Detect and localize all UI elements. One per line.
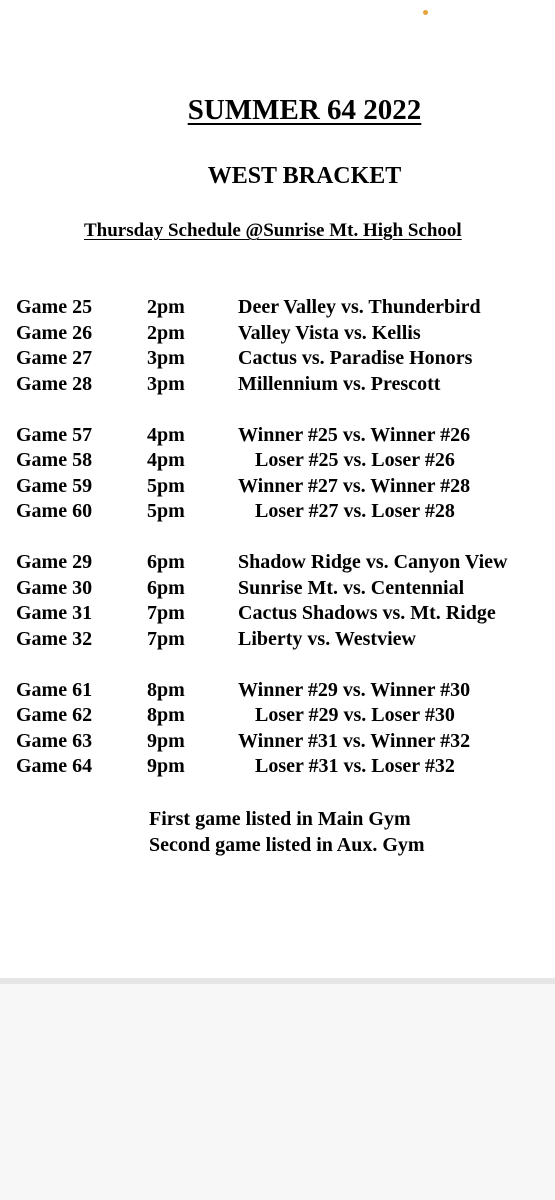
game-number: Game 58 [16,449,93,471]
game-row [16,576,555,602]
game-time: 5pm [147,500,185,522]
note-main-gym: First game listed in Main Gym [149,808,411,830]
game-number: Game 28 [16,372,93,395]
games-list [16,295,555,780]
block-spacer [16,525,555,551]
game-row [16,295,555,321]
game-time: 2pm [147,321,185,344]
gym-notes [149,806,425,858]
game-matchup: Loser #25 vs. Loser #26 [255,449,455,471]
game-matchup: Valley Vista vs. Kellis [238,321,421,344]
game-matchup: Shadow Ridge vs. Canyon View [238,551,508,573]
game-row [16,627,555,653]
game-row [16,678,555,704]
game-number: Game 32 [16,627,93,650]
game-row [16,321,555,347]
game-matchup: Winner #31 vs. Winner #32 [238,729,471,752]
game-number: Game 61 [16,678,93,701]
game-time: 4pm [147,423,185,446]
game-time: 7pm [147,602,185,624]
game-time: 9pm [147,755,185,777]
game-time: 7pm [147,627,185,650]
block-spacer [16,652,555,678]
game-number: Game 59 [16,474,93,497]
game-row [16,448,555,474]
game-row [16,474,555,500]
game-time: 3pm [147,347,185,369]
game-row [16,499,555,525]
game-number: Game 29 [16,551,93,573]
game-matchup: Sunrise Mt. vs. Centennial [238,576,465,599]
game-row [16,729,555,755]
game-number: Game 26 [16,321,93,344]
game-row [16,703,555,729]
game-time: 8pm [147,704,185,726]
game-time: 9pm [147,729,185,752]
game-time: 8pm [147,678,185,701]
game-time: 3pm [147,372,185,395]
game-number: Game 63 [16,729,93,752]
game-time: 2pm [147,296,185,318]
game-matchup: Winner #25 vs. Winner #26 [238,423,471,446]
game-number: Game 64 [16,755,93,777]
game-number: Game 31 [16,602,93,624]
game-matchup: Cactus Shadows vs. Mt. Ridge [238,602,496,624]
game-matchup: Loser #29 vs. Loser #30 [255,704,455,726]
game-row [16,550,555,576]
game-time: 6pm [147,551,185,573]
note-aux-gym: Second game listed in Aux. Gym [149,834,425,856]
schedule-heading: Thursday Schedule @Sunrise Mt. High School [84,220,462,241]
game-number: Game 27 [16,347,93,369]
game-time: 5pm [147,474,185,497]
game-time: 6pm [147,576,185,599]
game-matchup: Millennium vs. Prescott [238,372,441,395]
document-bottom-edge [0,978,555,984]
game-number: Game 25 [16,296,93,318]
game-row [16,754,555,780]
game-matchup: Deer Valley vs. Thunderbird [238,296,481,318]
block-spacer [16,397,555,423]
game-matchup: Winner #27 vs. Winner #28 [238,474,471,497]
game-matchup: Liberty vs. Westview [238,627,416,650]
game-row [16,346,555,372]
game-number: Game 57 [16,423,93,446]
indicator-dot [423,10,428,15]
game-number: Game 30 [16,576,93,599]
game-row [16,601,555,627]
game-number: Game 62 [16,704,93,726]
game-matchup: Loser #27 vs. Loser #28 [255,500,455,522]
game-time: 4pm [147,449,185,471]
game-matchup: Winner #29 vs. Winner #30 [238,678,471,701]
game-matchup: Cactus vs. Paradise Honors [238,347,473,369]
bracket-title: WEST BRACKET [207,163,402,189]
game-matchup: Loser #31 vs. Loser #32 [255,755,455,777]
page-title: SUMMER 64 2022 [187,94,422,126]
game-number: Game 60 [16,500,93,522]
game-row [16,423,555,449]
game-row [16,372,555,398]
